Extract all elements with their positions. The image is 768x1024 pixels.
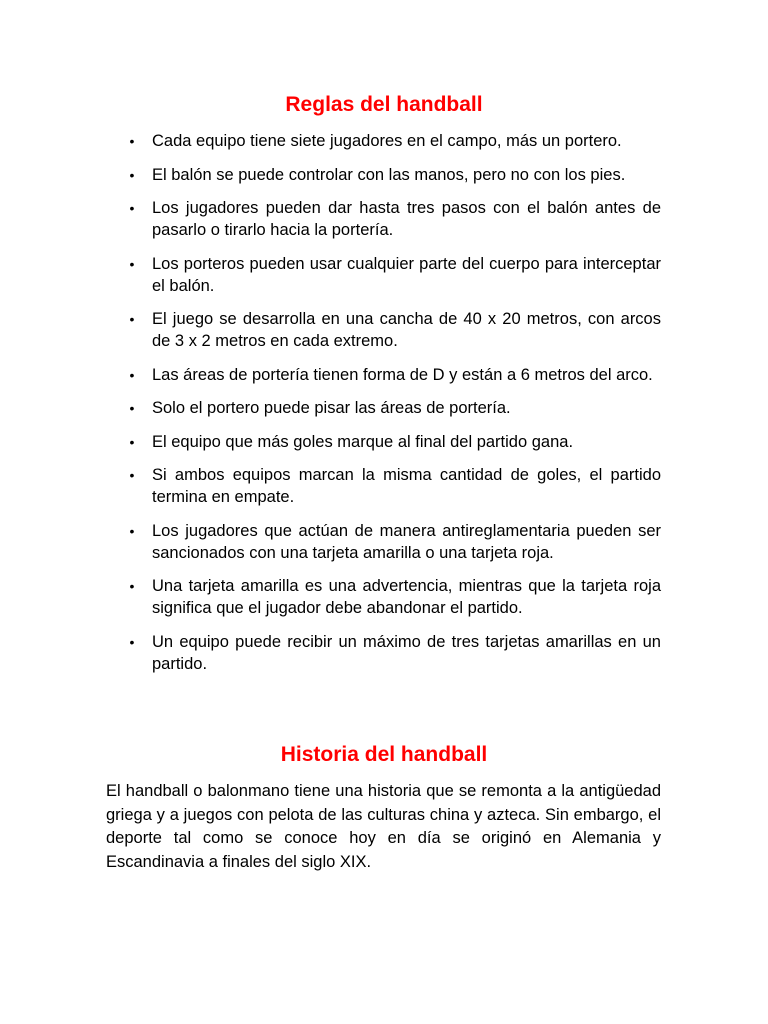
bullet-icon: • [129, 400, 135, 416]
list-item [129, 397, 661, 419]
list-item [129, 575, 661, 619]
rule-text: Los porteros pueden usar cualquier parte del cuerpo para interceptar el balón. [152, 254, 661, 295]
list-item [129, 130, 661, 152]
bullet-icon: • [129, 633, 135, 650]
bullet-icon: • [129, 522, 135, 539]
list-item [129, 520, 661, 564]
rule-text: Un equipo puede recibir un máximo de tres tarjetas amarillas en un partido. [152, 632, 661, 673]
list-item [129, 464, 661, 508]
rule-text: El equipo que más goles marque al final del partido gana. [152, 432, 574, 451]
rule-text: Las áreas de portería tienen forma de D y están a 6 metros del arco. [152, 365, 653, 384]
bullet-icon: • [129, 311, 135, 327]
bullet-icon: • [129, 467, 135, 483]
bullet-icon: • [129, 578, 135, 594]
list-item [129, 197, 661, 241]
bullet-icon: • [129, 200, 135, 216]
list-item [129, 631, 661, 675]
rule-text: Los jugadores pueden dar hasta tres pasos con el balón antes de pasarlo o tirarlo hacia la portería. [152, 199, 661, 239]
list-item [129, 431, 661, 453]
bullet-icon: • [129, 366, 135, 383]
list-item [129, 308, 661, 352]
history-paragraph: El handball o balonmano tiene una historia que se remonta a la antigüedad griega y a juegos con pelota de las culturas china y azteca. Sin embargo, el deporte tal como se conoce hoy en día se originó en Alemania y Escandinavia a finales del siglo XIX. [106, 782, 661, 871]
rule-text: Cada equipo tiene siete jugadores en el campo, más un portero. [152, 132, 622, 150]
rule-text: Una tarjeta amarilla es una advertencia, mientras que la tarjeta roja significa que el jugador debe abandonar el partido. [152, 577, 661, 617]
rules-list [129, 130, 661, 686]
list-item [129, 164, 661, 186]
rule-text: El juego se desarrolla en una cancha de 40 x 20 metros, con arcos de 3 x 2 metros en cada extremo. [152, 310, 661, 350]
bullet-icon: • [129, 255, 135, 272]
rule-text: Si ambos equipos marcan la misma cantidad de goles, el partido termina en empate. [152, 466, 661, 506]
bullet-icon: • [129, 133, 135, 149]
rules-title: Reglas del handball [285, 93, 483, 116]
rule-text: Solo el portero puede pisar las áreas de portería. [152, 399, 511, 417]
list-item [129, 364, 661, 386]
rule-text: Los jugadores que actúan de manera antireglamentaria pueden ser sancionados con una tarjeta amarilla o una tarjeta roja. [152, 521, 661, 562]
history-title: Historia del handball [280, 743, 488, 766]
bullet-icon: • [129, 166, 135, 183]
list-item [129, 253, 661, 297]
bullet-icon: • [129, 433, 135, 450]
rule-text: El balón se puede controlar con las manos, pero no con los pies. [152, 165, 626, 184]
